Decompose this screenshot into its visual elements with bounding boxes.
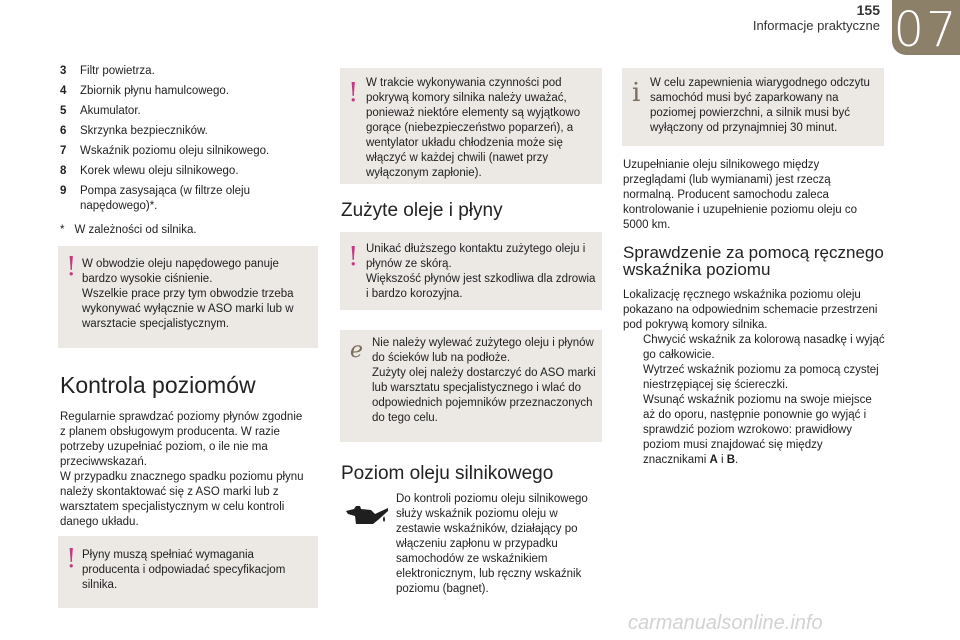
section-title-levels: Kontrola poziomów: [60, 372, 256, 398]
oil-can-icon: [344, 502, 390, 535]
list-item: [60, 144, 310, 159]
list-item: [60, 184, 310, 214]
section-title-dipstick: Sprawdzenie za pomocą ręcznego wskaźnika poziomu: [623, 243, 884, 279]
list-item: [60, 84, 310, 99]
arrow-bullet-icon: [623, 393, 643, 468]
exclamation-icon: !: [348, 242, 359, 272]
mark-b: B: [726, 454, 736, 466]
warning-text: W obwodzie oleju napędowego panuje bardzo wysokie ciśnienie. Wszelkie prace przy tym obwodzie trzeba wykonywać wyłącznie w ASO marki lub w warsztacie specjalistycznym.: [82, 258, 294, 330]
warning-box-pressure: [58, 246, 318, 348]
engine-oil-text: Do kontroli poziomu oleju silnikowego służy wskaźnik poziomu oleju w zestawie wskaźników, działający po włączeniu zapłonu w przypadku samochodów ze wskaźnikiem elektronicznym, lub ręczny wskaźnik poziomu (bagnet).: [396, 493, 588, 595]
step-text: Wsunąć wskaźnik poziomu na swoje miejsce aż do oporu, następnie ponownie go wyjąć i sprawdzić poziom wzrokowo: prawidłowy poziom musi znajdować się między znacznikami A i B.: [643, 394, 872, 466]
dipstick-section: [623, 288, 885, 468]
eco-box: [340, 330, 602, 442]
mark-a: A: [709, 454, 718, 466]
arrow-bullet-icon: [623, 333, 643, 363]
dipstick-intro: Lokalizację ręcznego wskaźnika poziomu oleju pokazano na odpowiednim schemacie przestrzeni pod pokrywą komory silnika.: [623, 289, 878, 331]
item-number: 3: [60, 65, 67, 77]
step-text: Wytrzeć wskaźnik poziomu za pomocą czystej niestrzępiącej się ściereczki.: [643, 364, 879, 391]
list-item: [623, 333, 885, 363]
footnote: [60, 224, 197, 236]
list-item: [60, 164, 310, 179]
item-text: Wskaźnik poziomu oleju silnikowego.: [80, 145, 270, 157]
section-title-used-oils: Zużyte oleje i płyny: [341, 200, 503, 221]
list-item: [623, 393, 885, 468]
item-number: 4: [60, 85, 67, 97]
chapter-tab: [892, 0, 960, 58]
page-number: 155: [856, 2, 880, 18]
topup-text: Uzupełnianie oleju silnikowego między przeglądami (lub wymianami) jest rzeczą normalną. Producent samochodu zaleca kontrolowanie i uzupełnienie poziomu oleju co 5000 km.: [623, 159, 857, 231]
item-number: 8: [60, 165, 67, 177]
list-item: [60, 104, 310, 119]
chapter-title: Informacje praktyczne: [752, 18, 880, 33]
levels-body: Regularnie sprawdzać poziomy płynów zgodnie z planem obsługowym producenta. W razie potrzeby uzupełniać poziom, o ile nie ma przeciwwskazań. W przypadku znacznego spadku poziomu płynu należy skontaktować się z ASO marki lub z warsztatem specjalistycznym w celu kontroli danego układu.: [60, 411, 304, 528]
arrow-bullet-icon: [623, 363, 643, 393]
info-icon: i: [632, 78, 641, 108]
warning-text: Płyny muszą spełniać wymagania producenta i odpowiadać specyfikacjom silnika.: [82, 549, 286, 591]
item-text: Akumulator.: [80, 105, 141, 117]
footnote-text: W zależności od silnika.: [74, 224, 197, 236]
warning-box-fluids: [58, 536, 318, 608]
info-box: [622, 68, 884, 146]
exclamation-icon: !: [348, 78, 359, 108]
section-title-engine-oil: Poziom oleju silnikowego: [341, 463, 554, 484]
leaf-icon: ℯ: [350, 338, 364, 363]
item-text: Filtr powietrza.: [80, 65, 155, 77]
item-text: Korek wlewu oleju silnikowego.: [80, 165, 239, 177]
item-text: Skrzynka bezpieczników.: [80, 125, 208, 137]
warning-box-skin: [340, 232, 602, 310]
component-list: [60, 64, 310, 219]
exclamation-icon: !: [66, 544, 77, 574]
watermark: carmanualsonline.info: [628, 612, 823, 634]
info-text: W celu zapewnienia wiarygodnego odczytu samochód musi być zaparkowany na poziomej powierzchni, a silnik musi być wyłączony od przynajmniej 30 minut.: [650, 77, 870, 134]
warning-text: W trakcie wykonywania czynności pod pokrywą komory silnika należy uważać, ponieważ niektóre elementy są wyjątkowo gorące (niebezpieczeństwo poparzeń), a wentylator układu chłodzenia może się włączyć w każdej chwili (nawet przy wyłączonym zapłonie).: [366, 77, 581, 179]
item-number: 7: [60, 145, 67, 157]
step-text: Chwycić wskaźnik za kolorową nasadkę i wyjąć go całkowicie.: [643, 334, 885, 361]
item-number: 6: [60, 125, 67, 137]
item-text: Pompa zasysająca (w filtrze oleju napędowego)*.: [80, 185, 251, 212]
item-text: Zbiornik płynu hamulcowego.: [80, 85, 229, 97]
item-number: 9: [60, 185, 67, 197]
list-item: [623, 363, 885, 393]
warning-text: Unikać dłuższego kontaktu zużytego oleju i płynów ze skórą. Większość płynów jest szkodliwa dla zdrowia i bardzo korozyjna.: [366, 243, 596, 300]
exclamation-icon: !: [66, 252, 77, 282]
warning-box-hot: [340, 68, 602, 184]
list-item: [60, 64, 310, 79]
eco-text: Nie należy wylewać zużytego oleju i płynów do ścieków lub na podłoże. Zużyty olej należy dostarczyć do ASO marki lub warsztatu specjalistycznego i wlać do odpowiednich pojemników przeznaczonych do tego celu.: [372, 337, 596, 424]
chapter-number: 07: [893, 2, 959, 58]
item-number: 5: [60, 105, 67, 117]
list-item: [60, 124, 310, 139]
footnote-star: *: [60, 224, 65, 236]
